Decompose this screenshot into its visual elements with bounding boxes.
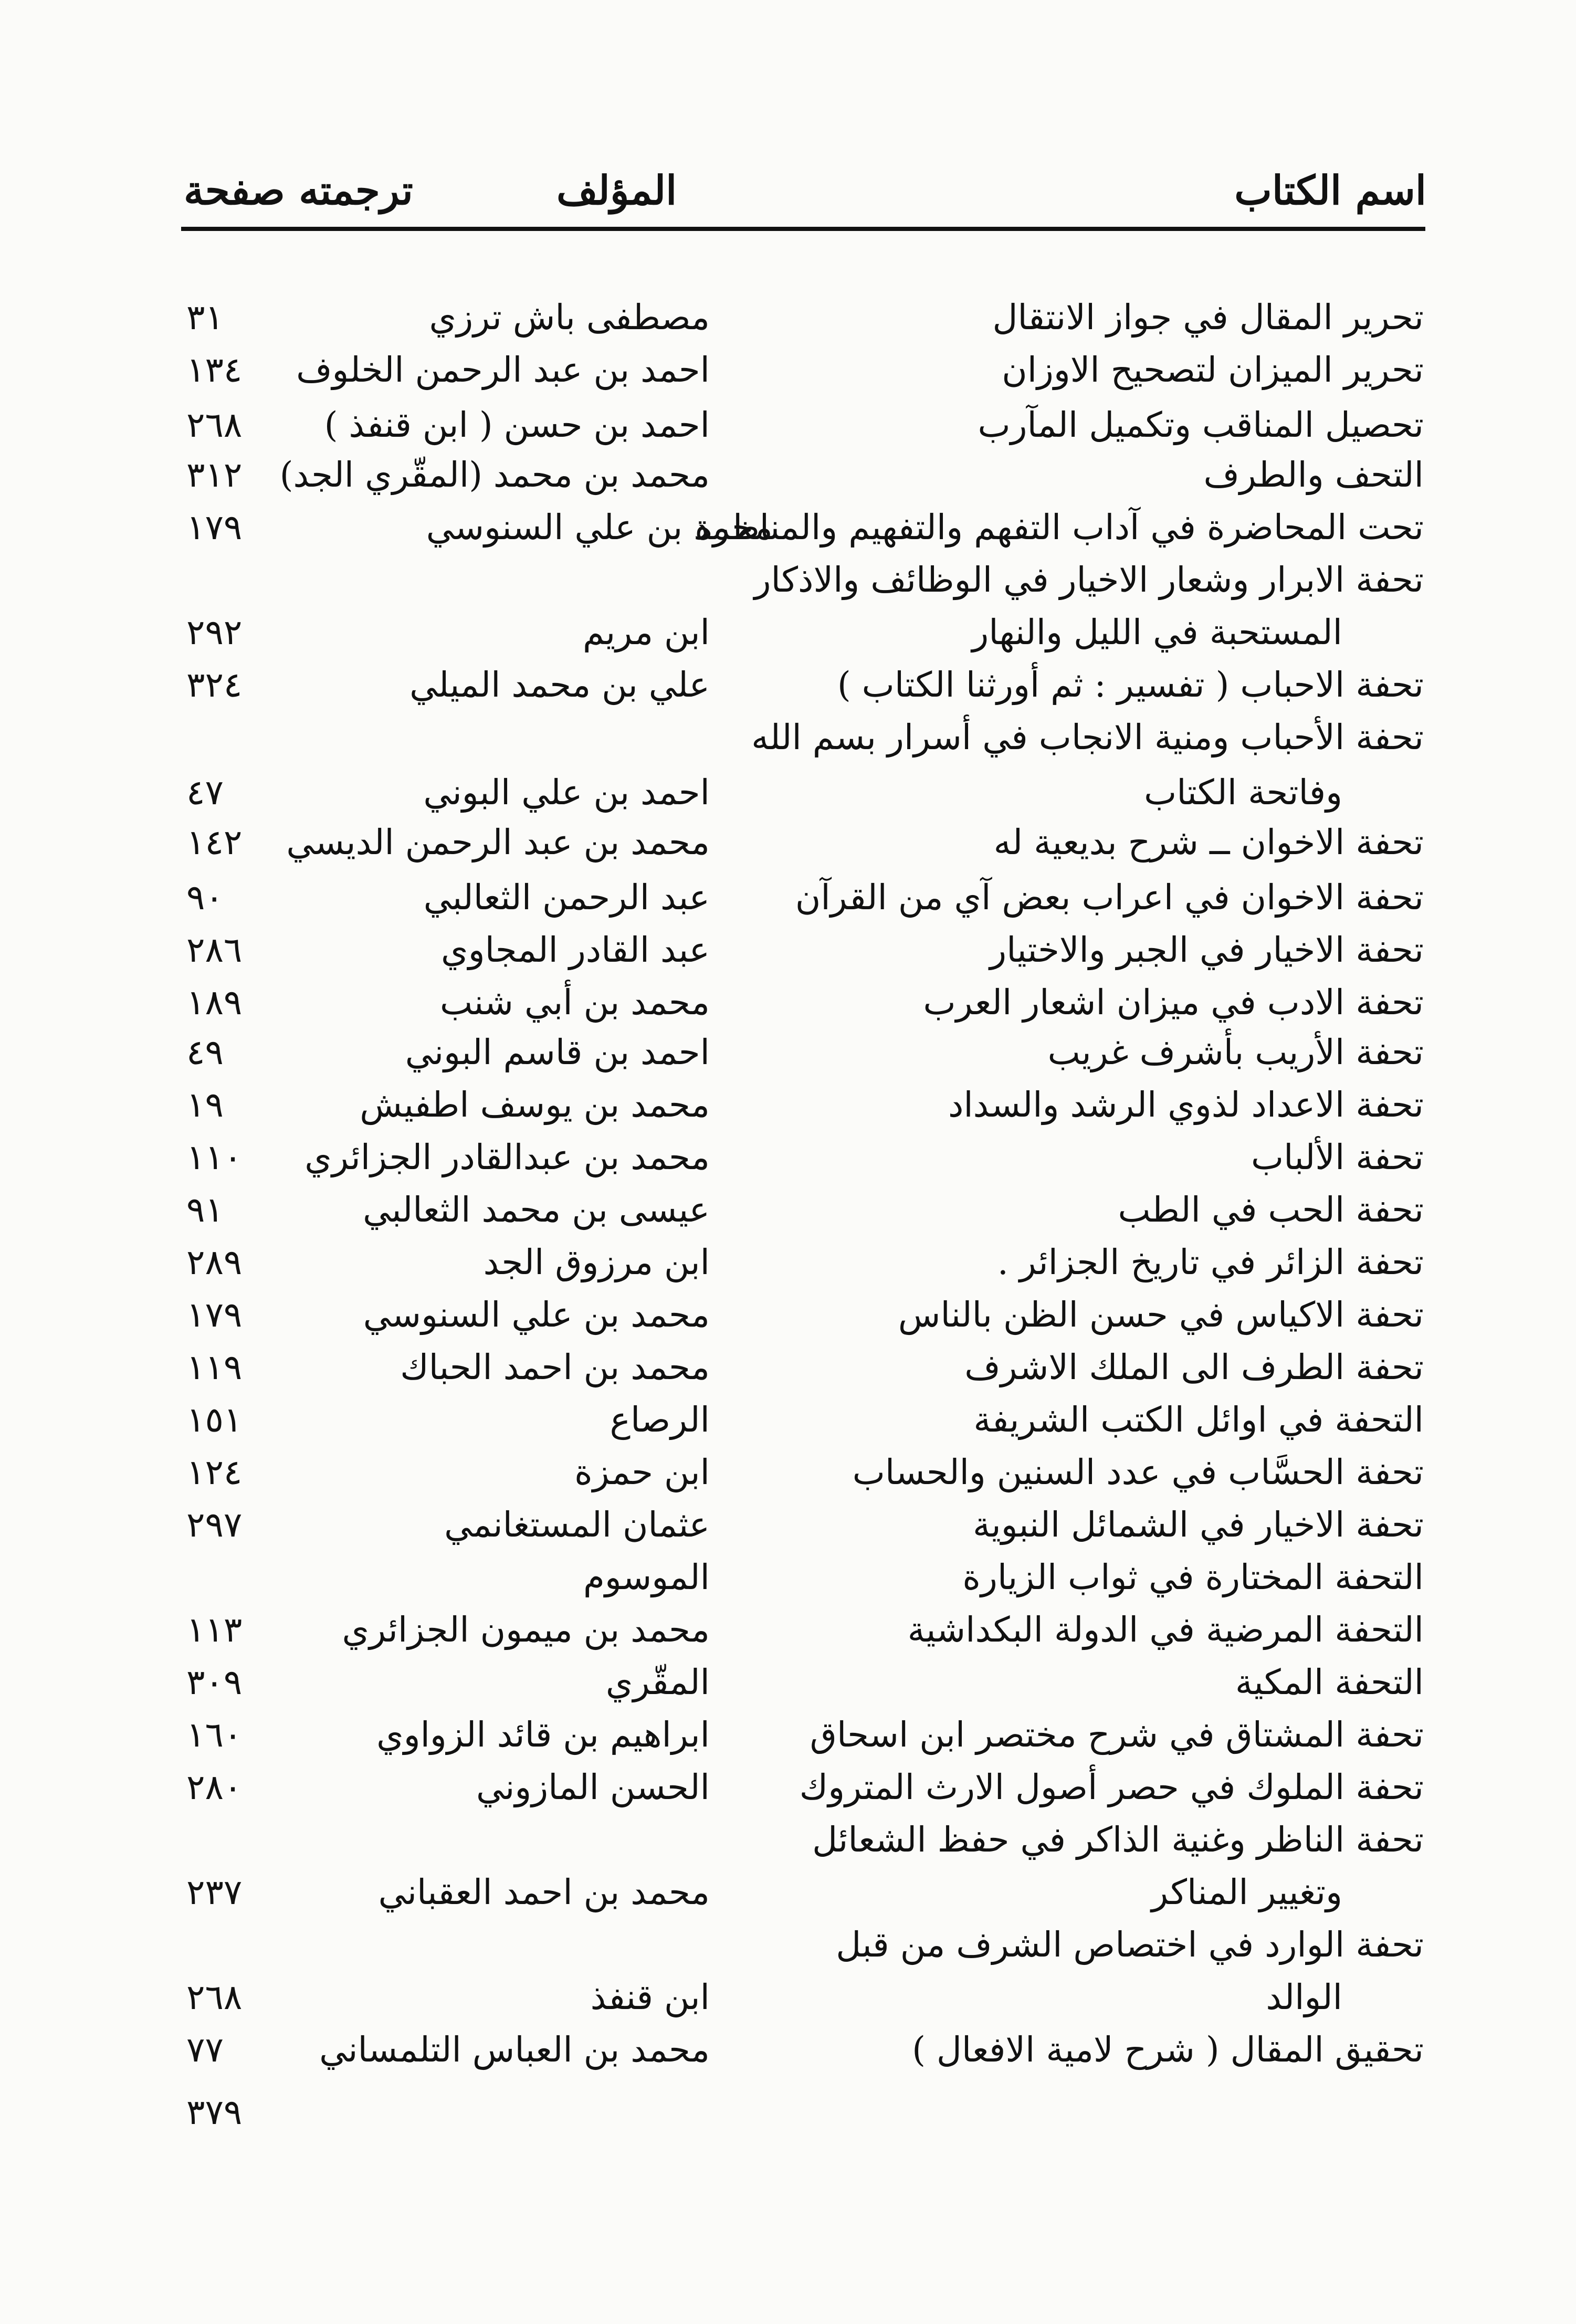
column-header-title: اسم الكتاب bbox=[1234, 167, 1426, 214]
entry-page: ١٧٩ bbox=[186, 1295, 243, 1335]
entry-title: وتغيير المناكر bbox=[1151, 1872, 1342, 1912]
index-entry bbox=[0, 449, 1576, 501]
entry-author: ابراهيم بن قائد الزواوي bbox=[376, 1715, 710, 1755]
entry-title: التحفة المختارة في ثواب الزيارة bbox=[962, 1557, 1424, 1597]
entry-title: تحفة الاخوان في اعراب بعض آي من القرآن bbox=[795, 877, 1424, 918]
entry-author: المقّري bbox=[605, 1662, 710, 1702]
entry-title: تحفة الادب في ميزان اشعار العرب bbox=[923, 982, 1424, 1023]
index-entry bbox=[0, 1026, 1576, 1079]
entry-title: تحفة الأحباب ومنية الانجاب في أسرار بسم الله bbox=[751, 717, 1424, 758]
index-entry bbox=[0, 2024, 1576, 2076]
page-number: ٣٧٩ bbox=[186, 2092, 243, 2132]
entry-author: ابن قنفذ bbox=[590, 1977, 710, 2017]
index-entry bbox=[0, 1971, 1576, 2024]
index-entry bbox=[0, 554, 1576, 606]
entry-author: الرصاع bbox=[610, 1400, 710, 1440]
entry-author: عثمان المستغانمي bbox=[444, 1505, 710, 1545]
entry-title: التحف والطرف bbox=[1203, 455, 1424, 495]
entry-author: محمد بن محمد (المقّري الجد) bbox=[279, 455, 710, 495]
entry-author: احمد بن علي البوني bbox=[423, 772, 710, 813]
entry-page: ٩١ bbox=[186, 1190, 224, 1230]
entry-title: التحفة المرضية في الدولة البكداشية bbox=[907, 1610, 1424, 1650]
index-entry bbox=[0, 1131, 1576, 1184]
entry-author: محمد بن أبي شنب bbox=[439, 982, 710, 1023]
entry-author: عيسى بن محمد الثعالبي bbox=[363, 1190, 710, 1230]
index-entry bbox=[0, 1761, 1576, 1814]
entry-page: ٣١٢ bbox=[186, 455, 243, 495]
entry-title: تحقيق المقال ( شرح لامية الافعال ) bbox=[912, 2029, 1424, 2070]
entry-title: تحفة الأريب بأشرف غريب bbox=[1047, 1032, 1424, 1072]
entry-title: تحت المحاضرة في آداب التفهم والتفهيم والمناظرة bbox=[695, 507, 1424, 548]
entry-author: الحسن المازوني bbox=[476, 1767, 710, 1807]
entry-page: ٢٦٨ bbox=[186, 1977, 243, 2017]
index-entry bbox=[0, 606, 1576, 659]
entry-author: علي بن محمد الميلي bbox=[409, 665, 710, 705]
entry-title: وفاتحة الكتاب bbox=[1144, 772, 1342, 813]
index-entry bbox=[0, 659, 1576, 711]
index-entry bbox=[0, 399, 1576, 451]
index-entry bbox=[0, 344, 1576, 396]
entry-author: احمد بن حسن ( ابن قنفذ ) bbox=[324, 405, 710, 445]
entry-title: المستحبة في الليل والنهار bbox=[972, 612, 1342, 653]
entry-page: ٣١ bbox=[186, 297, 224, 338]
entry-page: ٢٨٩ bbox=[186, 1242, 243, 1282]
entry-title: تحفة الملوك في حصر أصول الارث المتروك bbox=[799, 1767, 1424, 1807]
index-entry bbox=[0, 501, 1576, 554]
entry-page: ٤٩ bbox=[186, 1032, 224, 1072]
entry-author: ابن مريم bbox=[583, 612, 710, 653]
entry-author: احمد بن عبد الرحمن الخلوف bbox=[296, 350, 710, 390]
entry-page: ١١٣ bbox=[186, 1610, 243, 1650]
index-entry bbox=[0, 1814, 1576, 1866]
entry-author: محمد بن عبد الرحمن الديسي bbox=[286, 822, 710, 863]
entry-title: تحفة الحب في الطب bbox=[1118, 1190, 1424, 1230]
entry-title: تحفة الابرار وشعار الاخيار في الوظائف والاذكار bbox=[754, 560, 1424, 600]
entry-title: تحفة الاحباب ( تفسير : ثم أورثنا الكتاب ) bbox=[837, 665, 1424, 705]
entry-page: ١١٩ bbox=[186, 1347, 243, 1387]
entry-title: تحفة المشتاق في شرح مختصر ابن اسحاق bbox=[810, 1715, 1424, 1755]
entry-title: تحفة الزائر في تاريخ الجزائر . bbox=[997, 1242, 1424, 1282]
index-entry bbox=[0, 1866, 1576, 1919]
entry-author: محمد بن احمد العقباني bbox=[378, 1872, 710, 1912]
entry-page: ١٢٤ bbox=[186, 1452, 243, 1492]
index-entry bbox=[0, 1394, 1576, 1446]
entry-title: تحفة الاخيار في الشمائل النبوية bbox=[973, 1505, 1424, 1545]
entry-page: ١٥١ bbox=[186, 1400, 243, 1440]
entry-author: محمد بن يوسف اطفيش bbox=[360, 1085, 710, 1125]
index-entry bbox=[0, 1446, 1576, 1499]
entry-author: محمد بن علي السنوسي bbox=[426, 507, 773, 548]
entry-title: تحفة الطرف الى الملك الاشرف bbox=[964, 1347, 1424, 1387]
entry-author: محمد بن عبدالقادر الجزائري bbox=[304, 1137, 710, 1177]
entry-page: ٣٢٤ bbox=[186, 665, 243, 705]
entry-page: ١٧٩ bbox=[186, 507, 243, 548]
index-entry bbox=[0, 1656, 1576, 1709]
entry-author: محمد بن علي السنوسي bbox=[363, 1295, 710, 1335]
entry-page: ١٣٤ bbox=[186, 350, 243, 390]
entry-author: مصطفى باش ترزي bbox=[429, 297, 710, 338]
entry-page: ٢٨٦ bbox=[186, 930, 243, 970]
index-entry bbox=[0, 1551, 1576, 1604]
entry-page: ٢٨٠ bbox=[186, 1767, 243, 1807]
index-entry bbox=[0, 1184, 1576, 1236]
entry-title: تحرير المقال في جواز الانتقال bbox=[992, 297, 1424, 338]
index-entry bbox=[0, 1604, 1576, 1656]
entry-page: ١٩ bbox=[186, 1085, 224, 1125]
index-entry bbox=[0, 1079, 1576, 1131]
index-entry bbox=[0, 976, 1576, 1029]
entry-title: تحفة الناظر وغنية الذاكر في حفظ الشعائل bbox=[812, 1820, 1424, 1860]
column-header-author: المؤلف bbox=[556, 167, 677, 214]
index-entry bbox=[0, 711, 1576, 764]
entry-title: الوالد bbox=[1266, 1977, 1342, 2017]
entry-page: ٢٣٧ bbox=[186, 1872, 243, 1912]
index-entry bbox=[0, 1289, 1576, 1341]
entry-title: تحفة الألباب bbox=[1251, 1137, 1424, 1177]
entry-title: تحفة الحسَّاب في عدد السنين والحساب bbox=[852, 1452, 1424, 1492]
entry-author: الموسوم bbox=[583, 1557, 710, 1597]
entry-page: ٤٧ bbox=[186, 772, 224, 813]
index-entry bbox=[0, 291, 1576, 344]
entry-title: تحفة الاكياس في حسن الظن بالناس bbox=[898, 1295, 1424, 1335]
column-header-page: ترجمته صفحة bbox=[184, 167, 413, 214]
entry-author: احمد بن قاسم البوني bbox=[405, 1032, 710, 1072]
entry-title: التحفة في اوائل الكتب الشريفة bbox=[973, 1400, 1424, 1440]
index-entry bbox=[0, 1341, 1576, 1394]
index-entry bbox=[0, 1919, 1576, 1971]
entry-title: التحفة المكية bbox=[1235, 1662, 1424, 1702]
entry-page: ١٦٠ bbox=[186, 1715, 243, 1755]
entry-page: ٢٩٢ bbox=[186, 612, 243, 653]
entry-title: تحفة الوارد في اختصاص الشرف من قبل bbox=[836, 1925, 1424, 1965]
entry-author: ابن مرزوق الجد bbox=[483, 1242, 710, 1282]
index-entry bbox=[0, 871, 1576, 924]
entry-page: ١٤٢ bbox=[186, 822, 243, 863]
entry-page: ٢٩٧ bbox=[186, 1505, 243, 1545]
index-entry bbox=[0, 924, 1576, 976]
entry-page: ١٨٩ bbox=[186, 982, 243, 1023]
entry-title: تحفة الاخيار في الجبر والاختيار bbox=[990, 930, 1424, 970]
entry-author: محمد بن ميمون الجزائري bbox=[342, 1610, 710, 1650]
index-entry bbox=[0, 1709, 1576, 1761]
entry-title: تحرير الميزان لتصحيح الاوزان bbox=[1002, 350, 1424, 390]
entry-title: تحفة الاخوان ــ شرح بديعية له bbox=[993, 822, 1424, 863]
entry-title: تحصيل المناقب وتكميل المآرب bbox=[978, 405, 1424, 445]
entry-title: تحفة الاعداد لذوي الرشد والسداد bbox=[948, 1085, 1424, 1125]
entry-page: ٢٦٨ bbox=[186, 405, 243, 445]
index-entry bbox=[0, 1236, 1576, 1289]
entry-author: محمد بن العباس التلمساني bbox=[319, 2029, 710, 2070]
index-entry bbox=[0, 816, 1576, 869]
entry-page: ١١٠ bbox=[186, 1137, 243, 1177]
entry-author: عبد القادر المجاوي bbox=[441, 930, 710, 970]
entry-page: ٧٧ bbox=[186, 2029, 224, 2070]
entry-author: ابن حمزة bbox=[574, 1452, 710, 1492]
index-entry bbox=[0, 1499, 1576, 1551]
entry-author: عبد الرحمن الثعالبي bbox=[423, 877, 710, 918]
entry-page: ٣٠٩ bbox=[186, 1662, 243, 1702]
entry-page: ٩٠ bbox=[186, 877, 224, 918]
index-entry bbox=[0, 766, 1576, 819]
entry-author: محمد بن احمد الحباك bbox=[400, 1347, 710, 1387]
